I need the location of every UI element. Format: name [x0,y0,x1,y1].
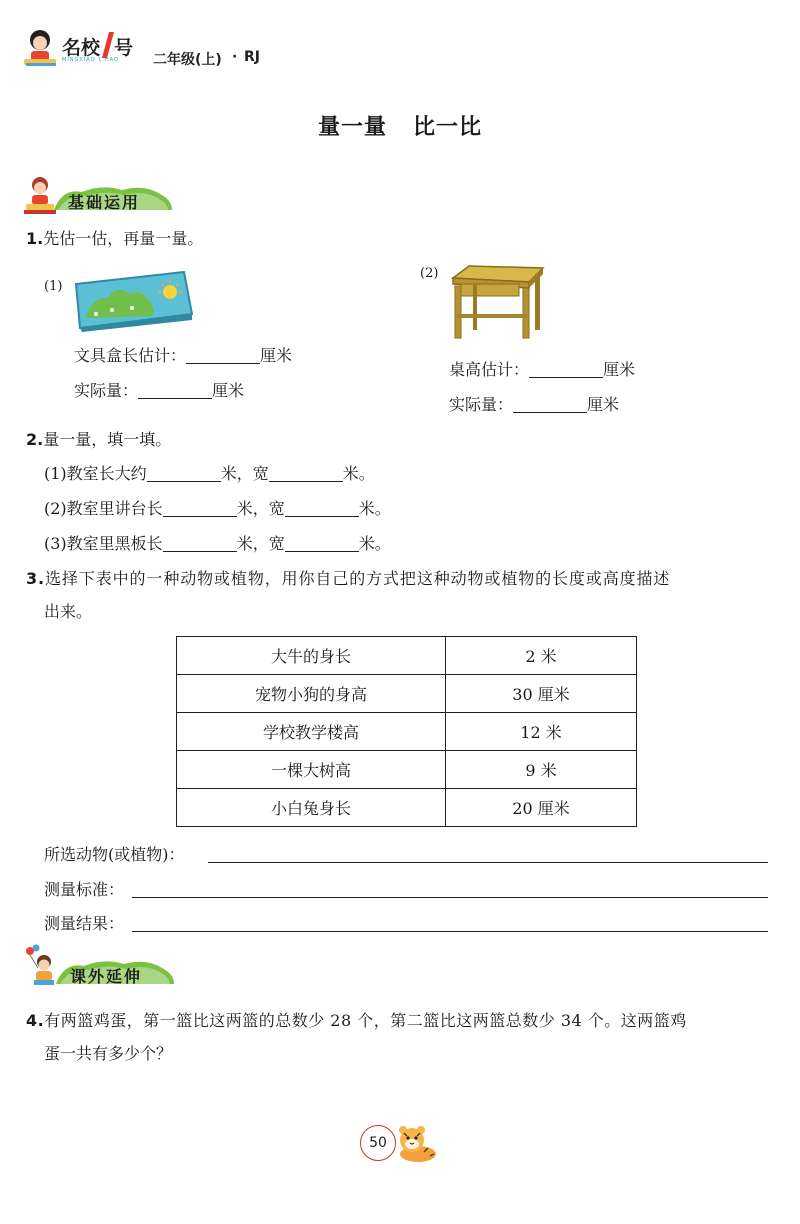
q1-sub2-actual [449,395,619,415]
table-cell-size: 30 厘米 [446,675,637,713]
animal-plant-table [176,636,637,827]
table-cell-size: 9 米 [446,751,637,789]
q2-item-mid: 米，宽 [220,464,269,483]
q2-number: 2. [26,430,44,449]
q2-item-1 [44,464,375,484]
selected-subject-line[interactable] [208,862,768,863]
table-cell-subject: 一棵大树高 [177,751,446,789]
table-row [177,675,637,713]
pencil-case-actual-unit: 厘米 [212,381,245,400]
pencil-case-estimate-unit: 厘米 [260,346,293,365]
q2-item-end: 米。 [358,499,391,518]
q3-line1: 选择下表中的一种动物或植物，用你自己的方式把这种动物或植物的长度或高度描述 [45,569,671,588]
brand-right: 号 [114,37,134,59]
table-cell-size: 20 厘米 [446,789,637,827]
header [0,0,800,80]
measure-standard-line[interactable] [132,897,768,898]
table-row [177,637,637,675]
student-mascot-icon [20,26,60,68]
q3-line2: 出来。 [44,602,93,621]
measure-standard-label: 测量标准： [44,880,125,899]
table-row [177,713,637,751]
pencil-case-actual-label: 实际量： [74,381,139,400]
table-cell-subject: 宠物小狗的身高 [177,675,446,713]
podium-length-blank[interactable] [163,500,237,517]
q4-line2: 蛋一共有多少个？ [44,1044,173,1063]
classroom-length-blank[interactable] [147,465,221,482]
desk-estimate-label: 桌高估计： [449,360,530,379]
desk-estimate-blank[interactable] [529,361,603,378]
q1-sub1-actual [74,381,244,401]
q2-item-prefix: 教室里讲台长 [66,499,163,518]
brand-left: 名校 [62,37,101,59]
section-basic-label: 基础运用 [68,193,141,212]
q2-item-2 [44,499,391,519]
q1-sub2-label: (2) [420,266,439,281]
q4-number: 4. [26,1011,45,1030]
blackboard-length-blank[interactable] [163,535,237,552]
brand-slash-icon [102,32,114,58]
q3-prompt [26,569,776,589]
q2-item-label: (1) [44,464,67,483]
table-row [177,751,637,789]
desk-icon [447,262,545,342]
tiger-mascot-icon [394,1124,438,1164]
q2-item-label: (2) [44,499,67,518]
q1-sub1-label: (1) [44,279,63,294]
q2-item-prefix: 教室长大约 [66,464,147,483]
q3-number: 3. [26,569,46,588]
grade-label: 二年级(上) [153,52,222,68]
q1-prompt [26,229,203,249]
q2-text: 量一量，填一填。 [43,430,172,449]
table-cell-size: 12 米 [446,713,637,751]
section-banner-basic [22,176,172,216]
q4-line1: 有两篮鸡蛋，第一篮比这两篮的总数少 28 个，第二篮比这两篮总数少 34 个。这两篮鸡 [44,1011,687,1030]
q1-sub2-estimate [449,360,635,380]
q2-prompt [26,430,171,450]
desk-actual-unit: 厘米 [587,395,620,414]
q2-item-end: 米。 [342,464,375,483]
q2-item-3 [44,534,391,554]
pencil-case-actual-blank[interactable] [138,382,212,399]
q4-prompt [26,1011,687,1031]
table-row [177,789,637,827]
grade-dot: · [232,49,238,65]
edition-label: RJ [244,49,260,65]
table-cell-subject: 小白兔身长 [177,789,446,827]
table-cell-subject: 学校教学楼高 [177,713,446,751]
pencil-case-icon [72,270,194,332]
section-extension-label: 课外延伸 [70,967,143,986]
q2-item-end: 米。 [358,534,391,553]
page-title: 量一量 比一比 [318,115,482,140]
blackboard-width-blank[interactable] [285,535,359,552]
measure-result-line[interactable] [132,931,768,932]
desk-actual-blank[interactable] [513,396,587,413]
q1-text: 先估一估，再量一量。 [43,229,204,248]
measure-result-label: 测量结果： [44,914,125,933]
q1-number: 1. [26,229,44,248]
desk-actual-label: 实际量： [449,395,514,414]
selected-subject-label: 所选动物(或植物)： [44,845,185,864]
q1-sub1-estimate [74,346,292,366]
q2-item-label: (3) [44,534,67,553]
desk-estimate-unit: 厘米 [603,360,636,379]
table-cell-size: 2 米 [446,637,637,675]
q2-item-prefix: 教室里黑板长 [66,534,163,553]
table-cell-subject: 大牛的身长 [177,637,446,675]
page-number: 50 [360,1125,396,1161]
section-banner-extension [22,944,172,988]
podium-width-blank[interactable] [285,500,359,517]
q2-item-mid: 米，宽 [236,534,285,553]
classroom-width-blank[interactable] [269,465,343,482]
pencil-case-estimate-blank[interactable] [186,347,260,364]
brand-subtitle: MINGXIAO 1 HAO [62,57,119,63]
q2-item-mid: 米，宽 [236,499,285,518]
pencil-case-estimate-label: 文具盒长估计： [74,346,187,365]
